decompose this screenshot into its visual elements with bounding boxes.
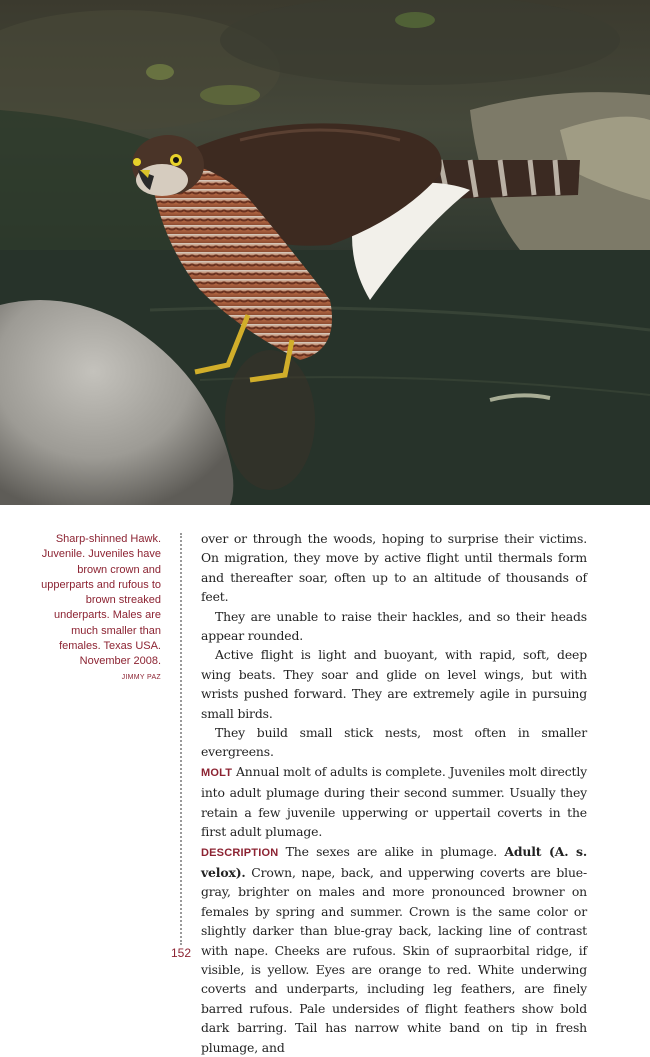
paragraph: Active flight is light and buoyant, with rapid, soft, deep wing beats. They soar and glide on level wings, but with wrists pushed forward. They are extremely agile in pursuing small birds. bbox=[201, 647, 587, 721]
description-text-1: The sexes are alike in plumage. bbox=[285, 843, 498, 859]
dotted-divider bbox=[180, 533, 182, 945]
caption-text: Sharp-shinned Hawk. Juvenile. Juveniles have brown crown and upperparts and rufous to brown streaked underparts. Males are much smaller than females. Texas USA. November 2008. bbox=[41, 533, 161, 668]
paragraph: over or through the woods, hoping to surprise their victims. On migration, they move by active flight until thermals form and thereafter soar, often up to an altitude of thousands of feet. bbox=[201, 531, 587, 605]
description-section bbox=[201, 842, 587, 1057]
molt-text: Annual molt of adults is complete. Juveniles molt directly into adult plumage during their second summer. Usually they retain a few juvenile upperwing or uppertail coverts in the first adult plumage. bbox=[201, 763, 587, 840]
photo-caption bbox=[30, 532, 161, 686]
molt-heading: MOLT bbox=[201, 766, 233, 779]
body-text bbox=[201, 529, 587, 1057]
page-number: 152 bbox=[171, 946, 192, 960]
photo-credit: JIMMY PAZ bbox=[121, 673, 161, 681]
paragraph: They build small stick nests, most often in smaller evergreens. bbox=[201, 725, 587, 760]
adult-subhead: Adult (A. s. velox). bbox=[201, 843, 588, 880]
description-heading: DESCRIPTION bbox=[201, 846, 279, 859]
hawk-photo bbox=[0, 0, 650, 505]
molt-section bbox=[201, 762, 587, 842]
description-text-2: Crown, nape, back, and upperwing coverts are blue-gray, brighter on males and more pronounced browner on females by spring and summer. Crown is the same color or slightly darker than blue-gray back, lacking line of contrast with nape. Cheeks are rufous. Skin of supraorbital ridge, if visible, is yellow. Eyes are orange to red. White underwing coverts and underparts, including leg feathers, are finely barred rufous. Pale undersides of flight feathers show bold dark barring. Tail has narrow white band on tip in fresh plumage, and bbox=[201, 864, 587, 1055]
paragraph: They are unable to raise their hackles, and so their heads appear rounded. bbox=[201, 608, 587, 644]
